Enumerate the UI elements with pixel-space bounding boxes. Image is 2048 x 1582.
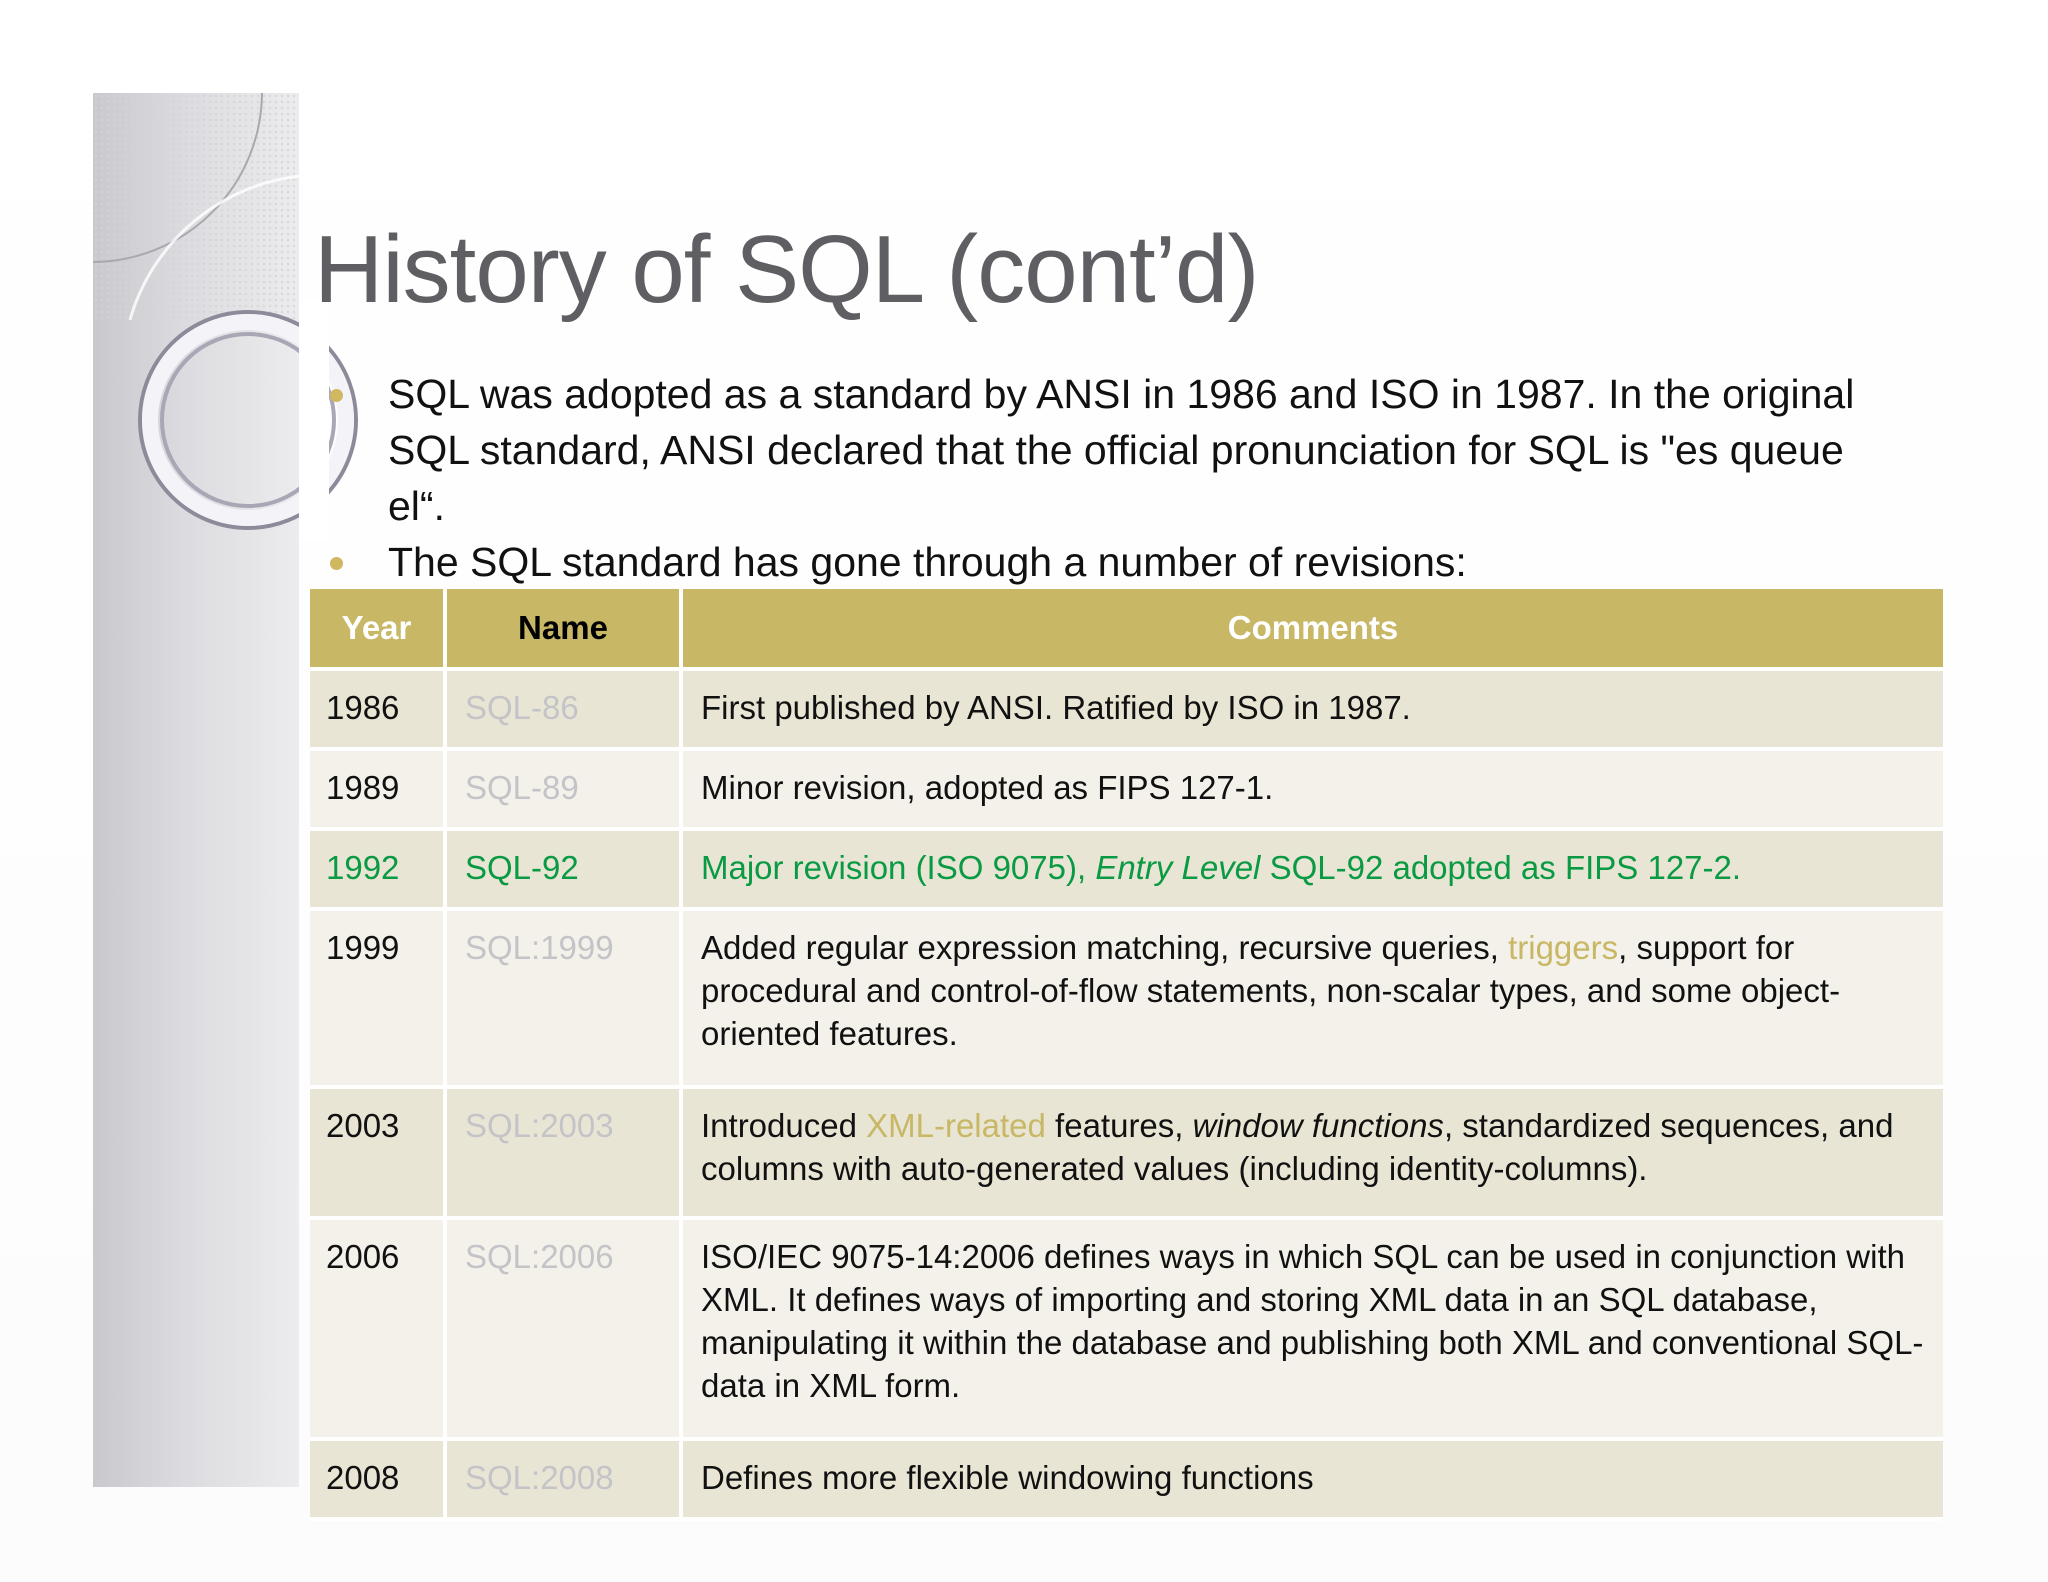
name-cell: SQL:2006 (445, 1218, 681, 1439)
year-cell: 1989 (310, 749, 445, 829)
name-cell: SQL:2003 (445, 1087, 681, 1218)
bullet-list (330, 366, 1910, 590)
bullet-text: SQL was adopted as a standard by ANSI in 1986 and ISO in 1987. In the original SQL standard, ANSI declared that the official pronunciation for SQL is "es queue el“. (388, 371, 1855, 529)
year-cell: 1999 (310, 909, 445, 1087)
comment-cell (681, 909, 1943, 1087)
bullet-dot-icon (330, 557, 343, 570)
header-comments: Comments (681, 589, 1943, 669)
ring-mask (299, 300, 329, 540)
table-row (310, 1218, 1943, 1439)
year-cell: 2008 (310, 1439, 445, 1519)
xml-related-link[interactable]: XML-related (866, 1107, 1046, 1144)
name-cell: SQL-89 (445, 749, 681, 829)
comment-cell (681, 829, 1943, 909)
table-row (310, 749, 1943, 829)
comment-text: SQL-92 adopted as FIPS 127-2. (1260, 849, 1742, 886)
table-row (310, 669, 1943, 749)
table-row (310, 1439, 1943, 1519)
comment-cell: First published by ANSI. Ratified by ISO in 1987. (681, 669, 1943, 749)
name-cell: SQL-92 (445, 829, 681, 909)
comment-italic-text: window functions (1192, 1107, 1444, 1144)
comment-text: Major revision (ISO 9075), (701, 849, 1096, 886)
light-arc (130, 176, 300, 320)
comment-cell: Defines more flexible windowing functions (681, 1439, 1943, 1519)
year-cell: 2006 (310, 1218, 445, 1439)
year-cell: 1992 (310, 829, 445, 909)
header-year: Year (310, 589, 445, 669)
table-row (310, 1087, 1943, 1218)
header-name: Name (445, 589, 681, 669)
triggers-link[interactable]: triggers (1508, 929, 1619, 966)
comment-text: features, (1045, 1107, 1193, 1144)
comment-text: Added regular expression matching, recursive queries, (701, 929, 1509, 966)
slide-title: History of SQL (cont’d) (314, 216, 1259, 323)
comment-italic-text: Entry Level (1095, 849, 1261, 886)
revisions-table (310, 589, 1943, 1521)
bullet-text: The SQL standard has gone through a number of revisions: (388, 539, 1467, 585)
bullet-dot-icon (330, 389, 343, 402)
year-cell: 2003 (310, 1087, 445, 1218)
name-cell: SQL:1999 (445, 909, 681, 1087)
bullet-item (330, 534, 1910, 590)
name-cell: SQL-86 (445, 669, 681, 749)
comment-cell: Minor revision, adopted as FIPS 127-1. (681, 749, 1943, 829)
comment-text: , standardized sequences, and columns with auto-generated values (including identity-columns). (701, 1107, 1894, 1187)
name-cell: SQL:2008 (445, 1439, 681, 1519)
table-header-row (310, 589, 1943, 669)
table-row-highlighted (310, 829, 1943, 909)
bullet-item (330, 366, 1910, 534)
comment-text: Introduced (701, 1107, 867, 1144)
table-row (310, 909, 1943, 1087)
comment-cell: ISO/IEC 9075-14:2006 defines ways in which SQL can be used in conjunction with XML. It defines ways of importing and storing XML data in an SQL database, manipulating it within the database and publishing both XML and conventional SQL-data in XML form. (681, 1218, 1943, 1439)
comment-cell (681, 1087, 1943, 1218)
year-cell: 1986 (310, 669, 445, 749)
comment-text: , support for procedural and control-of-flow statements, non-scalar types, and some object-oriented features. (701, 929, 1841, 1052)
